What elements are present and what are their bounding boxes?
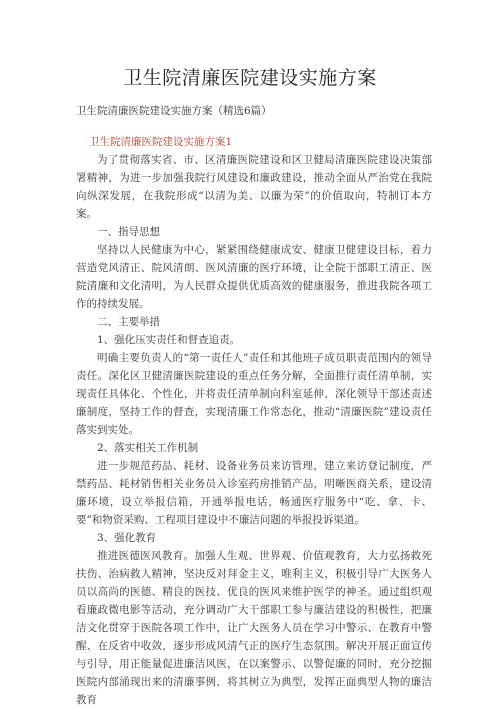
document-body <box>76 151 432 709</box>
heading-guiding-ideology: 一、指导思想 <box>97 226 160 238</box>
subheading-responsibility: 1、强化压实责任和督查追责。 <box>97 334 241 346</box>
subheading-mechanism: 2、落实相关工作机制 <box>97 442 199 454</box>
paragraph-mechanism: 进一步规范药品、耗材、设备业务员来访管理，建立来访登记制度，严禁药品、耗材销售相关业务员入诊室药房推销产品，明晰医商关系，建设清廉环境，设立举报信箱，开通举报电话，畅通医疗服务中“吃、拿、卡、要”和物资采购、工程项目建设中不廉洁问题的举报投诉渠道。 <box>76 460 432 526</box>
paragraph-education: 推进医德医风教育。加强人生观、世界观、价值观教育，大力弘扬救死扶伤、治病救人精神，坚决反对拜金主义，唯利主义，积极引导广大医务人员以高尚的医德、精良的医技、优良的医风来维护医学的神圣。通过组织观看廉政微电影等活动，充分调动广大干部职工参与廉洁建设的积极性，把廉洁文化贯穿于医院各项工作中，让广大医务人员在学习中警示、在教育中警醒、在反省中收敛，逐步形成风清气正的医疗生态氛围。解决开展正面宣传与引导，用正能量促进廉洁风医，在以案警示、以警促廉的同时，充分挖掘医院内部涌现出来的清廉事例，将其树立为典型，发挥正面典型人物的廉洁教育 <box>76 550 432 706</box>
heading-main-measures: 二、主要举措 <box>97 316 160 328</box>
paragraph-guiding-ideology: 坚持以人民健康为中心，紧紧围绕健康成安、健康卫健建设目标，着力营造党风清正、院风清朗、医风清廉的医疗环境，让全院干部职工清正、医院清廉和文化清明，为人民群众提供优质高效的健康服务，推进我院各项工作的持续发展。 <box>76 244 432 310</box>
paragraph-intro: 为了贯彻落实省、市、区清廉医院建设和区卫健局清廉医院建设决策部署精神，为进一步加强我院行风建设和廉政建设，推动全面从严治党在我院向纵深发展，在我院形成“以清为美、以廉为荣”的价值取向，特制订本方案。 <box>76 154 432 220</box>
document-title: 卫生院清廉医院建设实施方案 <box>123 67 377 89</box>
subheading-education: 3、强化教育 <box>97 532 157 544</box>
section-heading: 卫生院清廉医院建设实施方案1 <box>89 136 233 148</box>
paragraph-responsibility: 明确主要负责人的“第一责任人”责任和其他班子成员职责范围内的领导责任。深化区卫健清廉医院建设的重点任务分解，全面推行责任清单制，实现责任具体化、个性化，并将责任清单制向科室延伸，深化领导干部述责述廉制度，坚持工作的督查，实现清廉工作常态化，推动“清廉医院”建设责任落实到实处。 <box>76 352 432 436</box>
document-subtitle: 卫生院清廉医院建设实施方案（精选6篇） <box>76 105 272 117</box>
